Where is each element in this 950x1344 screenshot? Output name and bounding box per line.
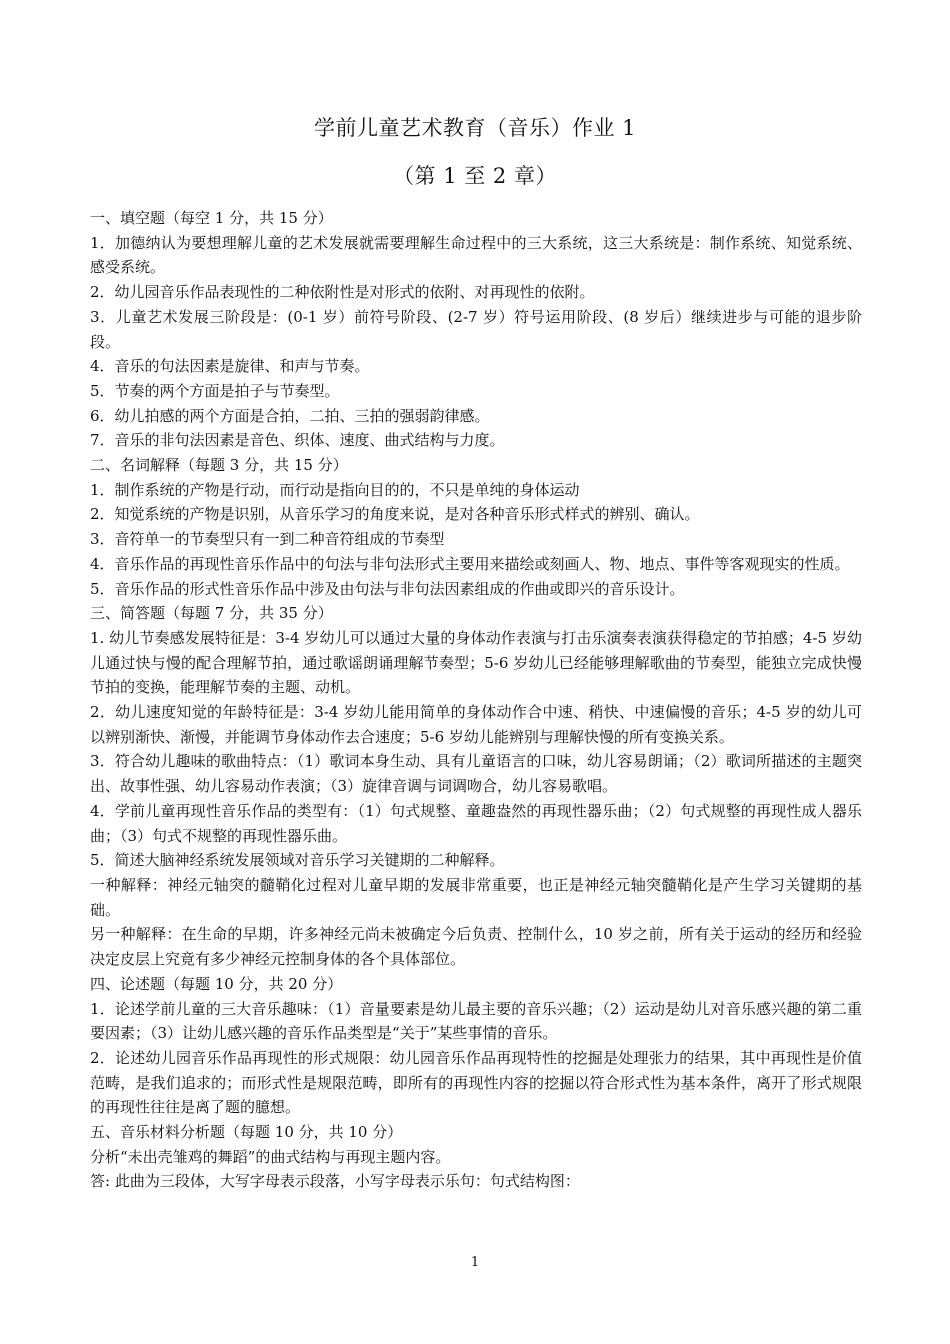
paragraph: 7．音乐的非句法因素是音色、织体、速度、曲式结构与力度。 xyxy=(90,431,505,450)
document-title: 学前儿童艺术教育（音乐）作业 1 xyxy=(313,116,637,140)
paragraph: 1．论述学前儿童的三大音乐趣味：（1）音量要素是幼儿最主要的音乐兴趣；（2）运动是幼儿对音乐感兴趣的第二重要因素；（3）让幼儿感兴趣的音乐作品类型是“关于”某些事情的音乐。 xyxy=(90,999,862,1043)
section-heading-short-answer: 三、简答题（每题 7 分，共 35 分） xyxy=(90,604,333,623)
paragraph: 2．知觉系统的产物是识别，从音乐学习的角度来说，是对各种音乐形式样式的辨别、确认。 xyxy=(90,505,700,524)
section-heading-terms: 二、名词解释（每题 3 分，共 15 分） xyxy=(90,456,348,475)
paragraph: 3．儿童艺术发展三阶段是：(0-1 岁）前符号阶段、(2-7 岁）符号运用阶段、(8 岁后）继续进步与可能的退步阶段。 xyxy=(90,307,862,351)
paragraph: 2．幼儿园音乐作品表现性的二种依附性是对形式的依附、对再现性的依附。 xyxy=(90,283,595,302)
paragraph: 5．节奏的两个方面是拍子与节奏型。 xyxy=(90,381,340,400)
paragraph: 1. 幼儿节奏感发展特征是：3-4 岁幼儿可以通过大量的身体动作表演与打击乐演奏表演获得稳定的节拍感；4-5 岁幼儿通过快与慢的配合理解节拍，通过歌谣朗诵理解节奏型；5-6 岁幼儿已经能够理解歌曲的节奏型，能独立完成快慢节拍的变换，能理解节奏的主题、动机。 xyxy=(90,628,862,697)
document-body xyxy=(90,206,862,1194)
paragraph: 分析“未出壳雏鸡的舞蹈”的曲式结构与再现主题内容。 xyxy=(90,1147,451,1166)
paragraph: 5．简述大脑神经系统发展领域对音乐学习关键期的二种解释。 xyxy=(90,851,505,870)
section-heading-essay: 四、论述题（每题 10 分，共 20 分） xyxy=(90,974,343,993)
paragraph: 另一种解释：在生命的早期，许多神经元尚未被确定今后负责、控制什么，10 岁之前，所有关于运动的经历和经验决定皮层上究竟有多少神经元控制身体的各个具体部位。 xyxy=(90,925,862,969)
document-subtitle: （第 1 至 2 章） xyxy=(393,164,557,188)
paragraph: 一种解释：神经元轴突的髓鞘化过程对儿童早期的发展非常重要，也正是神经元轴突髓鞘化是产生学习关键期的基础。 xyxy=(90,875,862,919)
paragraph: 4．学前儿童再现性音乐作品的类型有：（1）句式规整、童趣盎然的再现性器乐曲；（2）句式规整的再现性成人器乐曲；（3）句式不规整的再现性器乐曲。 xyxy=(90,801,862,845)
paragraph: 5．音乐作品的形式性音乐作品中涉及由句法与非句法因素组成的作曲或即兴的音乐设计。 xyxy=(90,579,685,598)
section-heading-fill-in: 一、填空题（每空 1 分，共 15 分） xyxy=(90,209,333,227)
paragraph: 2．论述幼儿园音乐作品再现性的形式规限：幼儿园音乐作品再现特性的挖掘是处理张力的结果，其中再现性是价值范畴，是我们追求的；而形式性是规限范畴，即所有的再现性内容的挖掘以符合形式性为基本条件，离开了形式规限的再现性往往是离了题的臆想。 xyxy=(90,1048,862,1117)
paragraph: 4．音乐的句法因素是旋律、和声与节奏。 xyxy=(90,357,370,376)
paragraph: 1．加德纳认为要想理解儿童的艺术发展就需要理解生命过程中的三大系统，这三大系统是：制作系统、知觉系统、感受系统。 xyxy=(90,233,862,277)
paragraph: 3．符合幼儿趣味的歌曲特点：（1）歌词本身生动、具有儿童语言的口味，幼儿容易朗诵；（2）歌词所描述的主题突出、故事性强、幼儿容易动作表演；（3）旋律音调与词调吻合，幼儿容易歌唱。 xyxy=(90,752,862,796)
section-heading-analysis: 五、音乐材料分析题（每题 10 分，共 10 分） xyxy=(90,1123,403,1142)
page-number: 1 xyxy=(470,1255,480,1270)
paragraph: 1．制作系统的产物是行动，而行动是指向目的的，不只是单纯的身体运动 xyxy=(90,480,580,499)
paragraph: 2．幼儿速度知觉的年龄特征是：3-4 岁幼儿能用简单的身体动作合中速、稍快、中速偏慢的音乐；4-5 岁的幼儿可以辨别渐快、渐慢，并能调节身体动作去合速度；5-6 岁幼儿能辨别与理解快慢的所有变换关系。 xyxy=(90,703,862,746)
paragraph: 4．音乐作品的再现性音乐作品中的句法与非句法形式主要用来描绘或刻画人、物、地点、事件等客观现实的性质。 xyxy=(90,554,850,573)
paragraph: 答: 此曲为三段体，大写字母表示段落，小写字母表示乐句：句式结构图： xyxy=(90,1172,580,1191)
paragraph: 6．幼儿拍感的两个方面是合拍，二拍、三拍的强弱韵律感。 xyxy=(90,406,490,425)
paragraph: 3．音符单一的节奏型只有一到二种音符组成的节奏型 xyxy=(90,530,445,549)
